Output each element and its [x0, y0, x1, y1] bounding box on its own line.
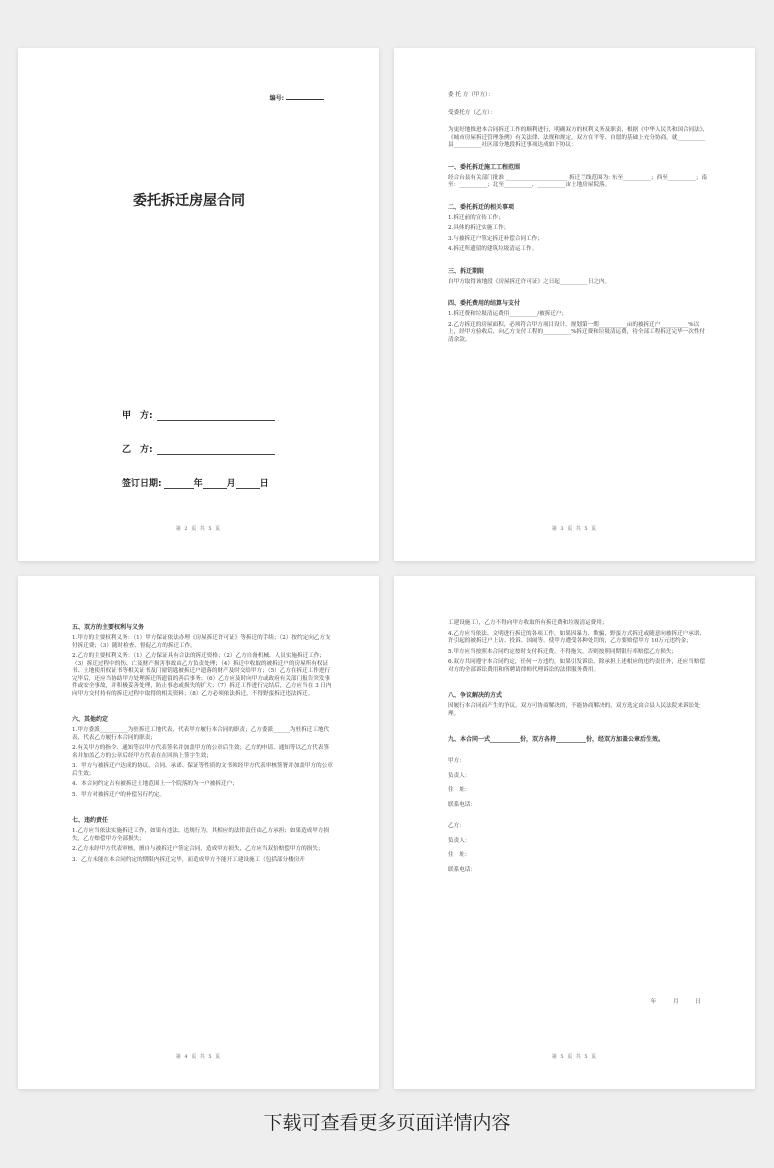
paragraph: 4．本合同约定占有被拆迁土地范围上一个院落的为一户被拆迁户； [72, 781, 238, 787]
paragraph: 负责人： [448, 837, 471, 844]
paragraph: 4.拆迁所遗留的建筑垃圾清运工作。 [448, 246, 538, 252]
year-label: 年 [193, 479, 203, 489]
contract-page-5 [394, 576, 755, 1089]
spacer [448, 120, 709, 127]
spacer [448, 153, 709, 160]
party-a-label: 甲 方: [122, 411, 153, 421]
section-heading: 九、本合同一式__________份，双方各持__________份，经双方加盖公章后生效。 [448, 736, 665, 743]
paragraph: 5.甲方应当按照本合同约定按时支付拆迁费，不得拖欠，否则按照同期银行率赔偿乙方损失； [448, 648, 678, 655]
section-heading: 六、其他约定 [72, 716, 109, 723]
paragraph: 2.乙方的主要权利义务：（1）乙方保证具有合法的拆迁资格；（2）乙方自备机械、人员实施拆迁工作；（3）拆迁过程中的伤、亡及财产损害事故由乙方负责处理；（4）拆迁中收取的被拆迁户的房屋所有权证书、土地使用权证书等相关证书及门窗钥匙被拆迁户遗落的财产及时交给甲方；（5）乙方在拆迁工作进行完毕后，还应当协助甲方处理拆迁所遗留的善后事务；（6）乙方应及时向甲方或政府有关部门报告突发事件或安全事故，并积极妥善处理，防止事态或损失的扩大；（7）拆迁工作进行完结后，乙方应当在 3 日内向甲方交付持有的拆迁过程中取得的相关资料；（8）乙方必须依法拆迁，不得野蛮拆迁违法拆迁。 [72, 653, 332, 697]
section-heading: 四、委托费用的结算与支付 [448, 300, 521, 307]
spacer [448, 721, 709, 732]
spacer [448, 257, 709, 264]
spacer [448, 812, 709, 823]
section-heading: 三、拆迁期限 [448, 267, 485, 275]
paragraph: 2.有关甲方的指令、通知等以甲方代表签名并加盖甲方的公章后生效；乙方的申请、通知等以乙方代表签名并加盖乙方的公章后经甲方代表在在回执上签字生效； [72, 745, 330, 759]
paragraph: 甲方： [448, 758, 465, 764]
paragraph: 住 址： [448, 852, 471, 858]
paragraph: 受委托方（乙方）： [448, 109, 496, 116]
paragraph: 3.与被拆迁户签定拆迁补偿合同工作； [448, 235, 543, 242]
paragraph: 为更好地推进本合同拆迁工作的顺利进行，明确双方的权利义务及职责，根据《中华人民共和国合同法》、《城市房屋拆迁管理条例》有关法律、法规和规定，双方在平等、自愿的基础上充分协商，就__________县__________社区部分地段拆迁事项达成如下协议： [448, 127, 709, 148]
spacer [448, 677, 709, 688]
paragraph: 3．乙方未能在本合同约定的期限内拆迁完毕，而造成甲方不能开工建设施工（包括部分楼房开 [72, 856, 305, 863]
paragraph: 6.双方共同遵守本合同约定，任何一方违约，如果引发诉讼，除承担上述相应的违约责任外，还应当赔偿对方的全部诉讼费用和所聘请律师代理诉讼的法律服务费用。 [448, 659, 706, 673]
paragraph: 乙方： [448, 823, 465, 829]
spacer [72, 701, 333, 712]
spacer [72, 802, 333, 813]
paragraph: 委 托 方（甲方）： [448, 92, 494, 98]
paragraph: 住 址： [448, 787, 471, 793]
paragraph: 2.乙方未经甲方代表审核，擅自与被拆迁户签定合同，造成甲方损失，乙方应当双倍赔偿甲方的损失； [72, 846, 324, 852]
paragraph: 工建设施工），乙方不得向甲方收取所有拆迁费和垃圾清运费用； [448, 620, 608, 626]
paragraph: 1.甲方委派__________为驻拆迁工地代表，代表甲方履行本合同的职责；乙方委派______为驻拆迁工地代表，代表乙方履行本合同的职责； [72, 727, 330, 741]
paragraph: 联系电话： [448, 866, 476, 873]
contract-page-3 [394, 48, 755, 561]
spacer [448, 289, 709, 296]
paragraph: 经合台县有关部门批准 ______________________ 拆迁兰线范围为: 东至__________；西至__________；南至：__________；北至__________，__________宙土地房屋院落。 [448, 174, 707, 188]
section-heading: 七、违约责任 [72, 817, 109, 824]
page-footer: 第 5 页 共 5 页 [551, 1054, 598, 1060]
closing-date-line: 年 月 日 [650, 999, 701, 1005]
paragraph: 因履行本合同而产生的争议，双方可协商解决的，不能协商解决的，双方选定由合县人民法院来诉讼处理。 [448, 703, 700, 717]
paragraph: 1.乙方应当依法实施拆迁工作，如果有违法、违规行为，其相应的法律责任由乙方承担；如果造成甲方损失，乙方赔偿甲方全部损失； [72, 828, 330, 842]
paragraph: 1.拆迁费和垃圾清运费用__________/被拆迁户； [448, 311, 568, 317]
year-blank [164, 479, 194, 489]
contract-cover-page [18, 48, 379, 561]
paragraph: 1.拆迁前的宣传工作； [448, 214, 504, 221]
paragraph: 2.乙方拆迁的房屋面积，必须符合甲方项目设计、规划第一期__________亩的被拆迁户__________%以上，经甲方验收后，向乙方支付工程的__________%拆迁费和垃圾清运费，待全部工程拆迁完毕一次性付清余款。 [448, 321, 706, 343]
section-heading: 八、争议解决的方式 [448, 692, 503, 699]
page-body [72, 620, 333, 867]
contract-page-4 [18, 576, 379, 1089]
contract-number [270, 93, 324, 102]
cover-title: 委托拆迁房屋合同 [133, 193, 245, 209]
day-label: 日 [259, 479, 269, 489]
contract-number-blank [286, 93, 324, 100]
sign-date-label: 签订日期: [122, 479, 162, 489]
section-heading: 一、委托拆迁施工工程范围 [448, 163, 521, 171]
paragraph: 2.具体的拆迁实施工作； [448, 225, 510, 231]
page-body [448, 92, 709, 347]
paragraph: 1.甲方的主要权利义务：（1）甲方保证依法办理《房屋拆迁许可证》等拆迁的手续；（2）按约定向乙方支付拆迁费；（3）随时检查、督促乙方的拆迁工作。 [72, 635, 331, 649]
page-footer: 第 2 页 共 5 页 [175, 526, 222, 532]
paragraph: 3．甲方与被拆迁户达成的协议、合同、承诺、保证等性质的文书须经甲方代表审核签署并加盖甲方的公章后生效； [72, 763, 333, 777]
spacer [448, 103, 709, 110]
page-footer: 第 3 页 共 5 页 [551, 526, 598, 532]
paragraph: 自甲方取得该地段《房屋拆迁许可证》之日起__________日之内。 [448, 278, 611, 285]
page-footer: 第 4 页 共 5 页 [175, 1054, 222, 1060]
download-more-caption: 下载可查看更多页面详情内容 [263, 1112, 511, 1134]
section-heading: 五、双方的主要权利与义务 [72, 624, 145, 631]
month-label: 月 [226, 479, 236, 489]
sign-date-line [122, 476, 269, 489]
paragraph: 5．甲方对被拆迁户的补偿另行约定。 [72, 791, 166, 798]
month-blank [203, 479, 227, 489]
party-b-label: 乙 方: [122, 445, 153, 455]
page-body [448, 620, 709, 877]
paragraph: 联系电话： [448, 801, 476, 808]
paragraph: 负责人： [448, 772, 471, 779]
party-b-blank [157, 445, 275, 455]
day-blank [236, 479, 260, 489]
paragraph: 4.乙方应当依法、文明进行拆迁的各项工作，如果因暴力、欺骗，野蛮方式拆迁或随意向被拆迁户承诺、许引起的被拆迁户上访、投诉、国闹等，使甲方遭受各种处罚的，乙方要赔偿甲方 10万元违约金； [448, 630, 706, 644]
spacer [448, 747, 709, 758]
party-a-blank [157, 411, 275, 421]
section-heading: 二、委托拆迁的相关事项 [448, 203, 515, 211]
party-b-signature-line [122, 442, 275, 455]
contract-number-label: 编号: [269, 95, 284, 102]
party-a-signature-line [122, 408, 275, 421]
spacer [448, 193, 709, 200]
